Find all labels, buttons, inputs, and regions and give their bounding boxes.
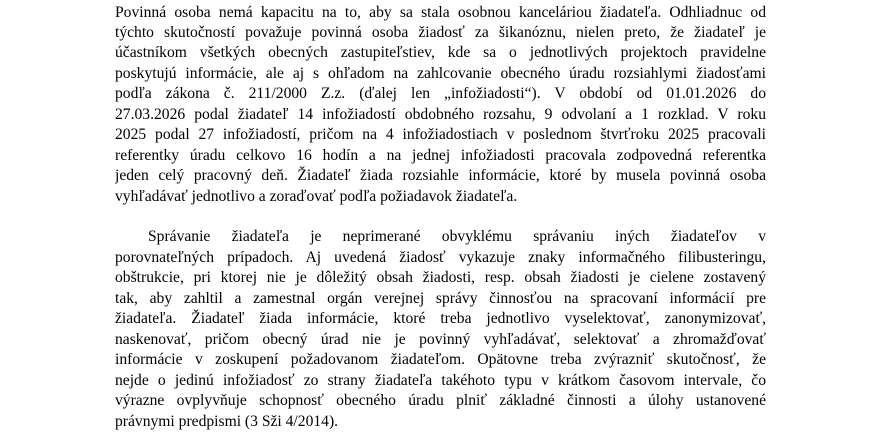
paragraph-1-line-8: referentky úradu celkovo 16 hodín a na jednej infožiadosti pracovala zodpovedná referentka: [115, 147, 766, 164]
paragraph-2-line-1: Správanie žiadateľa je neprimerané obvyklému správaniu iných žiadateľov v: [148, 228, 766, 245]
paragraph-2-line-7: informácie v zoskupení požadovanom žiadateľom. Opätovne treba zvýrazniť skutočnosť, že: [115, 351, 766, 368]
paragraph-2-line-8: nejde o jedinú infožiadosť zo strany žiadateľa takéhoto typu v krátkom časovom intervale, čo: [115, 372, 766, 389]
paragraph-1-line-5: podľa zákona č. 211/2000 Z.z. (ďalej len „infožiadosti“). V období od 01.01.2026 do: [115, 85, 766, 102]
paragraph-2-line-3: obštrukcie, pri ktorej nie je dôležitý obsah žiadosti, resp. obsah žiadosti je cielene zostavený: [115, 269, 766, 286]
paragraph-1-line-7: 2025 podal 27 infožiadostí, pričom na 4 infožiadostiach v poslednom štvrťroku 2025 pracovali: [115, 126, 766, 143]
paragraph-2-line-2: porovnateľných prípadoch. Aj uvedená žiadosť vykazuje znaky informačného filibusteringu,: [115, 249, 766, 266]
paragraph-1-line-9: jeden celý pracovný deň. Žiadateľ žiada rozsiahle informácie, ktoré by musela povinná osoba: [115, 167, 766, 184]
paragraph-2-line-10: právnymi predpismi (3 Sži 4/2014).: [115, 413, 339, 430]
paragraph-2-line-6: naskenovať, pričom obecný úrad nie je povinný vyhľadávať, selektovať a zhromažďovať: [115, 331, 766, 348]
paragraph-1-line-1: Povinná osoba nemá kapacitu na to, aby sa stala osobnou kanceláriou žiadateľa. Odhliadnuc od: [115, 4, 766, 21]
paragraph-1-line-10: vyhľadávať jednotlivo a zoraďovať podľa požiadavok žiadateľa.: [115, 188, 518, 205]
paragraph-1-line-3: účastníkom všetkých obecných zastupiteľstiev, kde sa o jednotlivých projektoch pravidelne: [115, 44, 766, 61]
paragraph-1-line-4: poskytujú informácie, ale aj s ohľadom na zahlcovanie obecného úradu rozsiahlymi žiadosťami: [115, 65, 766, 82]
paragraph-2-line-9: výrazne ovplyvňuje schopnosť obecného úradu plniť základné činnosti a úlohy ustanovené: [115, 392, 766, 409]
paragraph-2-line-5: žiadateľa. Žiadateľ žiada informácie, ktoré treba jednotlivo vyselektovať, zanonymizovať,: [115, 310, 766, 327]
paragraph-1-line-6: 27.03.2026 podal žiadateľ 14 infožiadostí obdobného rozsahu, 9 odvolaní a 1 rozklad. V roku: [115, 106, 766, 123]
paragraph-2-line-4: tak, aby zahltil a zamestnal orgán verejnej správy činnosťou na spracovaní informácií pre: [115, 290, 766, 307]
paragraph-1-line-2: týchto skutočností považuje povinná osoba žiadosť za šikanóznu, nielen preto, že žiadateľ je: [115, 24, 766, 41]
